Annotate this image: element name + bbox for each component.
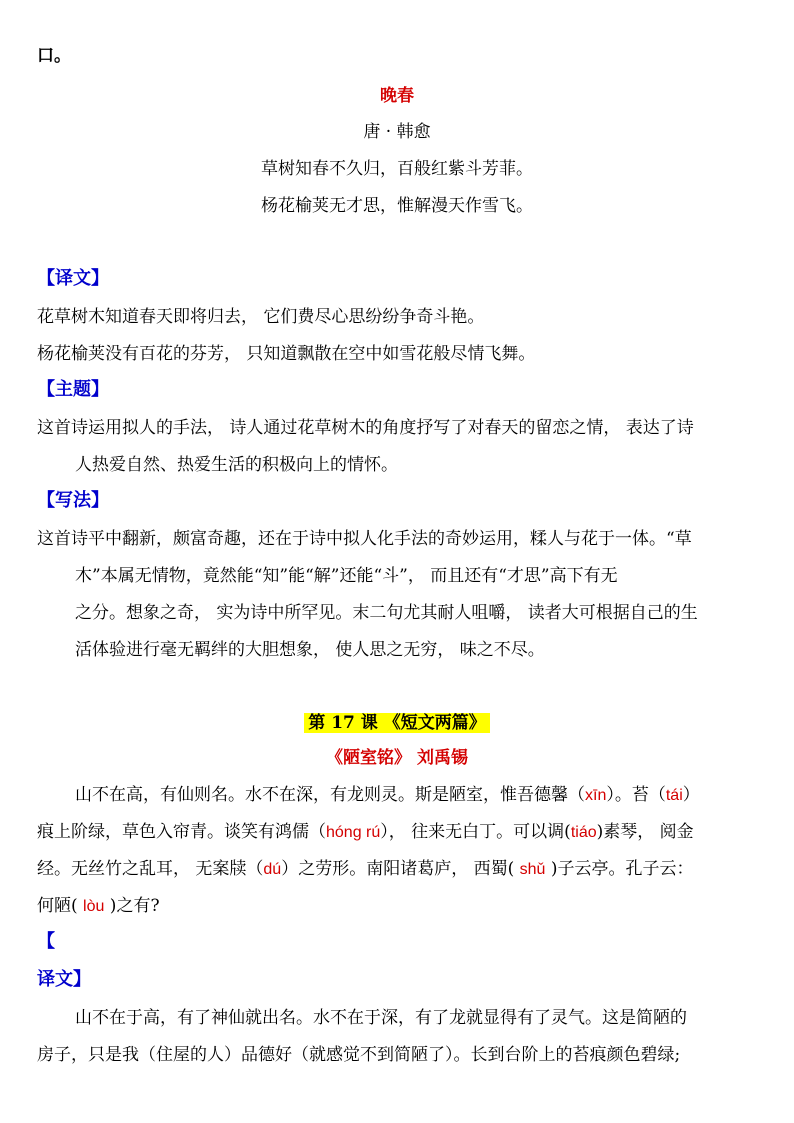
technique-line-3: 之分。想象之奇， 实为诗中所罕见。末二句尤其耐人咀嚼， 读者大可根据自己的生	[75, 603, 698, 623]
text-2c: )素琴， 阅金	[596, 822, 694, 842]
poem-author: 唐 · 韩愈	[363, 122, 431, 142]
lesson-translation-line-2: 房子，只是我（住屋的人）品德好（就感觉不到简陋了）。长到台阶上的苔痕颜色碧绿;	[37, 1045, 681, 1065]
text-4b: )之有?	[104, 896, 160, 916]
theme-line-2: 人热爱自然、热爱生活的积极向上的情怀。	[75, 455, 398, 475]
text-3a: 经。无丝竹之乱耳， 无案牍（	[37, 859, 264, 879]
lesson-title-wrap	[0, 711, 794, 735]
lesson-title: 第 17 课 《短文两篇》	[304, 713, 489, 733]
lesson-bracket: 【	[37, 931, 55, 952]
text-1a: 山不在高，有仙则名。水不在深，有龙则灵。斯是陋室，惟吾德馨（	[75, 785, 585, 805]
pinyin-shu: shǔ	[519, 861, 546, 878]
pinyin-tiao: tiáo	[570, 824, 597, 841]
poem-title: 晚春	[380, 86, 414, 106]
pinyin-du: dú	[263, 861, 282, 878]
text-3b: ）之劳形。南阳诸葛庐， 西蜀(	[281, 859, 520, 879]
lesson-translation-line-1: 山不在于高，有了神仙就出名。水不在于深，有了龙就显得有了灵气。这是简陋的	[75, 1008, 687, 1028]
technique-line-2: 木”本属无情物，竟然能“知”能“解”还能“斗”， 而且还有“才思”高下有无	[75, 566, 618, 586]
lesson-translation-heading: 译文】	[37, 969, 91, 990]
text-3c: )子云亭。孔子云：	[545, 859, 694, 879]
translation-line-1: 花草树木知道春天即将归去， 它们费尽心思纷纷争奇斗艳。	[37, 307, 485, 327]
theme-heading: 【主题】	[37, 379, 109, 400]
technique-line-1: 这首诗平中翻新，颇富奇趣，还在于诗中拟人化手法的奇妙运用，糅人与花于一体。“草	[37, 529, 692, 549]
pinyin-tai: tái	[665, 787, 683, 804]
text-line-2	[37, 820, 694, 845]
technique-heading: 【写法】	[37, 490, 109, 511]
technique-line-4: 活体验进行毫无羁绊的大胆想象， 使人思之无穷， 味之不尽。	[75, 640, 545, 660]
text-4a: 何陋(	[37, 896, 84, 916]
translation-heading: 【译文】	[37, 268, 109, 289]
text-line-1	[75, 783, 700, 808]
translation-line-2: 杨花榆荚没有百花的芬芳， 只知道飘散在空中如雪花般尽情飞舞。	[37, 344, 536, 364]
pinyin-xin: xīn	[585, 787, 607, 804]
poem-line-1: 草树知春不久归，百般红紫斗芳菲。	[261, 159, 533, 179]
pinyin-lou: lòu	[83, 898, 105, 915]
theme-line-1: 这首诗运用拟人的手法， 诗人通过花草树木的角度抒写了对春天的留恋之情， 表达了诗	[37, 418, 694, 438]
text-2b: ）， 往来无白丁。可以调(	[380, 822, 571, 842]
text-line-3	[37, 857, 694, 882]
text-line-4	[37, 894, 160, 919]
lesson-subtitle: 《陋室铭》 刘禹锡	[326, 748, 468, 768]
text-1c: ）	[682, 785, 700, 805]
text-1b: ）。苔（	[606, 785, 666, 805]
poem-line-2: 杨花榆荚无才思，惟解漫天作雪飞。	[261, 196, 533, 216]
text-2a: 痕上阶绿，草色入帘青。谈笑有鸿儒（	[37, 822, 326, 842]
top-fragment: 口。	[37, 46, 71, 66]
pinyin-hongru: hóng rú	[326, 824, 381, 841]
